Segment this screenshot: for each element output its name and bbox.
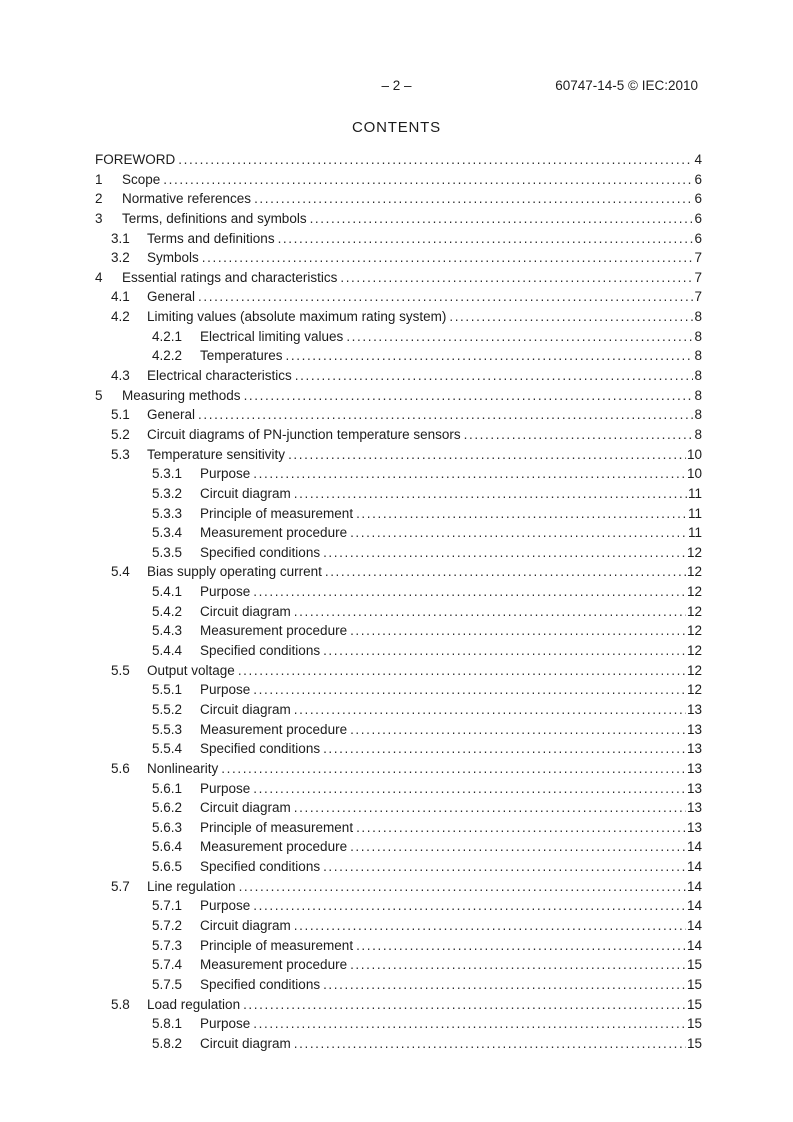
- toc-entry-title: Essential ratings and characteristics: [122, 269, 338, 285]
- dot-leader: [254, 191, 693, 206]
- dot-leader: [294, 1036, 686, 1051]
- toc-row: [95, 584, 702, 604]
- toc-entry-number: 5.5.3: [152, 721, 183, 737]
- toc-entry-page: 10: [686, 466, 702, 482]
- dot-leader: [253, 781, 686, 796]
- toc-entry-page: 8: [694, 387, 702, 403]
- toc-row: [95, 231, 702, 251]
- toc-entry-page: 7: [694, 250, 702, 266]
- toc-entry-title: Measurement procedure: [200, 957, 348, 973]
- toc-entry-number: 5.7: [111, 878, 130, 894]
- toc-row: [95, 957, 702, 977]
- toc-entry-page: 8: [694, 368, 702, 384]
- toc-entry-title: Measuring methods: [122, 387, 241, 403]
- toc-entry-number: 1: [95, 171, 103, 187]
- dot-leader: [356, 820, 686, 835]
- toc-entry-number: 4.3: [111, 368, 130, 384]
- dot-leader: [310, 211, 694, 226]
- toc-row: [95, 309, 702, 329]
- toc-entry-number: 4.1: [111, 289, 130, 305]
- dot-leader: [340, 270, 693, 285]
- toc-entry-number: 5.6.4: [152, 839, 183, 855]
- toc-entry-title: Measurement procedure: [200, 525, 348, 541]
- toc-row: [95, 781, 702, 801]
- toc-entry-number: 5.7.2: [152, 917, 183, 933]
- toc-entry-page: 13: [686, 800, 702, 816]
- toc-row: [95, 525, 702, 545]
- toc-entry-title: Temperature sensitivity: [147, 446, 286, 462]
- table-of-contents: [95, 152, 702, 1055]
- toc-entry-title: Nonlinearity: [147, 760, 219, 776]
- dot-leader: [323, 643, 686, 658]
- toc-entry-page: 12: [686, 603, 702, 619]
- toc-row: [95, 682, 702, 702]
- toc-row: [95, 172, 702, 192]
- toc-entry-number: 2: [95, 191, 103, 207]
- toc-row: [95, 270, 702, 290]
- dot-leader: [253, 584, 686, 599]
- dot-leader: [464, 427, 694, 442]
- toc-row: [95, 741, 702, 761]
- toc-row: [95, 918, 702, 938]
- toc-entry-number: 5.4.2: [152, 603, 183, 619]
- toc-entry-number: 5.4.4: [152, 643, 183, 659]
- toc-row: [95, 427, 702, 447]
- dot-leader: [356, 938, 686, 953]
- toc-entry-title: Circuit diagram: [200, 485, 291, 501]
- toc-row: [95, 506, 702, 526]
- toc-entry-number: 5.6.5: [152, 859, 183, 875]
- dot-leader: [253, 1016, 686, 1031]
- toc-entry-title: Circuit diagram: [200, 603, 291, 619]
- toc-entry-number: 4.2: [111, 309, 130, 325]
- toc-row: [95, 839, 702, 859]
- dot-leader: [323, 545, 686, 560]
- toc-entry-title: Specified conditions: [200, 643, 321, 659]
- toc-entry-number: 5.4.3: [152, 623, 183, 639]
- toc-entry-title: Scope: [122, 171, 161, 187]
- page-header: [0, 78, 793, 96]
- toc-row: [95, 407, 702, 427]
- toc-entry-page: 13: [686, 760, 702, 776]
- toc-row: [95, 820, 702, 840]
- toc-entry-page: 14: [686, 917, 702, 933]
- toc-row: [95, 997, 702, 1017]
- toc-row: [95, 211, 702, 231]
- toc-entry-number: 5.8: [111, 996, 130, 1012]
- toc-entry-page: 15: [686, 976, 702, 992]
- toc-row: [95, 1016, 702, 1036]
- toc-entry-number: 5.8.1: [152, 1016, 183, 1032]
- toc-entry-page: 7: [694, 269, 702, 285]
- toc-row: [95, 348, 702, 368]
- toc-entry-page: 15: [686, 1035, 702, 1051]
- toc-entry-title: Specified conditions: [200, 976, 321, 992]
- toc-row: [95, 643, 702, 663]
- dot-leader: [350, 722, 686, 737]
- toc-row: [95, 289, 702, 309]
- dot-leader: [286, 348, 694, 363]
- dot-leader: [294, 800, 686, 815]
- toc-entry-page: 6: [694, 230, 702, 246]
- toc-entry-number: 5.2: [111, 426, 130, 442]
- toc-row: [95, 388, 702, 408]
- toc-entry-page: 12: [686, 564, 702, 580]
- toc-entry-number: 5.3.1: [152, 466, 183, 482]
- toc-row: [95, 191, 702, 211]
- dot-leader: [253, 682, 686, 697]
- dot-leader: [350, 839, 686, 854]
- toc-row: [95, 545, 702, 565]
- toc-entry-number: 5.3: [111, 446, 130, 462]
- toc-entry-title: Terms and definitions: [147, 230, 275, 246]
- toc-entry-title: Measurement procedure: [200, 623, 348, 639]
- toc-entry-page: 4: [694, 152, 702, 167]
- document-reference: 60747-14-5 © IEC:2010: [555, 78, 698, 93]
- toc-entry-number: 4.2.2: [152, 348, 183, 364]
- toc-entry-number: 3.1: [111, 230, 130, 246]
- toc-entry-page: 15: [686, 957, 702, 973]
- dot-leader: [356, 506, 687, 521]
- toc-row: [95, 879, 702, 899]
- toc-entry-title: Circuit diagrams of PN-junction temperature sensors: [147, 426, 461, 442]
- dot-leader: [323, 977, 686, 992]
- toc-row: [95, 702, 702, 722]
- toc-entry-title: Circuit diagram: [200, 800, 291, 816]
- toc-row: [95, 447, 702, 467]
- toc-entry-title: Principle of measurement: [200, 505, 354, 521]
- dot-leader: [244, 388, 694, 403]
- toc-entry-number: 5.5: [111, 662, 130, 678]
- toc-row: [95, 800, 702, 820]
- toc-entry-page: 13: [686, 741, 702, 757]
- toc-entry-page: 6: [694, 171, 702, 187]
- toc-entry-number: 5.7.1: [152, 898, 183, 914]
- dot-leader: [323, 859, 686, 874]
- toc-entry-page: 15: [686, 996, 702, 1012]
- toc-entry-number: 5.7.3: [152, 937, 183, 953]
- dot-leader: [198, 407, 693, 422]
- toc-entry-title: Circuit diagram: [200, 701, 291, 717]
- toc-entry-page: 8: [694, 426, 702, 442]
- toc-entry-number: 5.3.3: [152, 505, 183, 521]
- toc-entry-page: 13: [686, 701, 702, 717]
- toc-row: [95, 722, 702, 742]
- toc-entry-title: Circuit diagram: [200, 1035, 291, 1051]
- toc-entry-number: 5.5.2: [152, 701, 183, 717]
- toc-row: [95, 250, 702, 270]
- toc-row: [95, 761, 702, 781]
- toc-row: [95, 466, 702, 486]
- toc-entry-title: Specified conditions: [200, 859, 321, 875]
- toc-row: [95, 152, 702, 172]
- toc-entry-title: FOREWORD: [95, 152, 176, 167]
- toc-entry-title: Specified conditions: [200, 741, 321, 757]
- toc-entry-title: Specified conditions: [200, 544, 321, 560]
- toc-entry-title: Normative references: [122, 191, 252, 207]
- toc-entry-page: 12: [686, 662, 702, 678]
- toc-entry-title: Symbols: [147, 250, 199, 266]
- toc-entry-page: 6: [694, 191, 702, 207]
- dot-leader: [350, 623, 686, 638]
- toc-entry-number: 5.5.4: [152, 741, 183, 757]
- dot-leader: [295, 368, 694, 383]
- dot-leader: [238, 663, 686, 678]
- toc-row: [95, 329, 702, 349]
- toc-entry-page: 8: [694, 309, 702, 325]
- toc-entry-number: 5: [95, 387, 103, 403]
- dot-leader: [323, 741, 686, 756]
- toc-entry-page: 12: [686, 584, 702, 600]
- toc-entry-title: Load regulation: [147, 996, 241, 1012]
- toc-entry-page: 8: [694, 328, 702, 344]
- dot-leader: [350, 957, 686, 972]
- toc-entry-page: 7: [694, 289, 702, 305]
- toc-entry-page: 12: [686, 544, 702, 560]
- toc-entry-page: 11: [687, 525, 702, 541]
- toc-entry-title: Purpose: [200, 584, 251, 600]
- dot-leader: [239, 879, 686, 894]
- toc-entry-page: 11: [687, 485, 702, 501]
- dot-leader: [288, 447, 686, 462]
- toc-entry-page: 14: [686, 937, 702, 953]
- dot-leader: [449, 309, 693, 324]
- toc-entry-title: Purpose: [200, 780, 251, 796]
- toc-row: [95, 859, 702, 879]
- toc-entry-page: 14: [686, 859, 702, 875]
- dot-leader: [253, 466, 686, 481]
- toc-row: [95, 368, 702, 388]
- toc-entry-page: 13: [686, 721, 702, 737]
- toc-entry-page: 10: [686, 446, 702, 462]
- dot-leader: [346, 329, 693, 344]
- toc-row: [95, 486, 702, 506]
- toc-entry-number: 5.7.4: [152, 957, 183, 973]
- toc-entry-page: 13: [686, 819, 702, 835]
- toc-entry-page: 12: [686, 623, 702, 639]
- toc-entry-number: 4: [95, 269, 103, 285]
- toc-entry-page: 12: [686, 682, 702, 698]
- dot-leader: [294, 604, 686, 619]
- toc-entry-number: 5.4.1: [152, 584, 183, 600]
- dot-leader: [253, 898, 686, 913]
- toc-entry-number: 5.3.2: [152, 485, 183, 501]
- toc-entry-number: 5.8.2: [152, 1035, 183, 1051]
- toc-entry-number: 5.6.1: [152, 780, 183, 796]
- toc-entry-title: Terms, definitions and symbols: [122, 210, 307, 226]
- toc-entry-number: 5.3.5: [152, 544, 183, 560]
- toc-row: [95, 898, 702, 918]
- toc-entry-page: 12: [686, 643, 702, 659]
- toc-entry-number: 5.3.4: [152, 525, 183, 541]
- toc-row: [95, 938, 702, 958]
- toc-row: [95, 604, 702, 624]
- contents-title: CONTENTS: [352, 119, 441, 136]
- dot-leader: [325, 564, 686, 579]
- dot-leader: [294, 702, 686, 717]
- toc-entry-title: General: [147, 407, 196, 423]
- toc-entry-title: Purpose: [200, 466, 251, 482]
- toc-entry-number: 5.6: [111, 760, 130, 776]
- toc-entry-title: Circuit diagram: [200, 917, 291, 933]
- toc-entry-number: 5.6.3: [152, 819, 183, 835]
- toc-entry-page: 15: [686, 1016, 702, 1032]
- dot-leader: [350, 525, 687, 540]
- toc-entry-page: 14: [686, 898, 702, 914]
- toc-entry-number: 3.2: [111, 250, 130, 266]
- toc-entry-number: 5.4: [111, 564, 130, 580]
- toc-row: [95, 663, 702, 683]
- toc-entry-number: 5.7.5: [152, 976, 183, 992]
- toc-entry-page: 11: [687, 505, 702, 521]
- toc-row: [95, 564, 702, 584]
- toc-entry-page: 14: [686, 878, 702, 894]
- dot-leader: [178, 152, 693, 167]
- toc-row: [95, 1036, 702, 1056]
- dot-leader: [202, 250, 694, 265]
- toc-entry-title: Limiting values (absolute maximum rating system): [147, 309, 447, 325]
- toc-row: [95, 977, 702, 997]
- toc-entry-title: Measurement procedure: [200, 839, 348, 855]
- toc-entry-title: Purpose: [200, 1016, 251, 1032]
- toc-entry-title: Purpose: [200, 898, 251, 914]
- toc-entry-title: Output voltage: [147, 662, 235, 678]
- toc-entry-number: 4.2.1: [152, 328, 183, 344]
- toc-entry-title: Electrical characteristics: [147, 368, 292, 384]
- page-number-marker: – 2 –: [381, 78, 412, 93]
- dot-leader: [163, 172, 693, 187]
- toc-entry-title: Temperatures: [200, 348, 283, 364]
- toc-entry-title: Measurement procedure: [200, 721, 348, 737]
- toc-entry-title: Purpose: [200, 682, 251, 698]
- toc-entry-page: 13: [686, 780, 702, 796]
- dot-leader: [198, 289, 693, 304]
- toc-entry-page: 8: [694, 348, 702, 364]
- toc-entry-title: General: [147, 289, 196, 305]
- toc-entry-title: Electrical limiting values: [200, 328, 344, 344]
- toc-row: [95, 623, 702, 643]
- toc-entry-number: 5.5.1: [152, 682, 183, 698]
- toc-entry-number: 3: [95, 210, 103, 226]
- toc-entry-title: Principle of measurement: [200, 819, 354, 835]
- dot-leader: [278, 231, 694, 246]
- toc-entry-title: Line regulation: [147, 878, 236, 894]
- toc-entry-title: Bias supply operating current: [147, 564, 322, 580]
- dot-leader: [221, 761, 686, 776]
- toc-entry-title: Principle of measurement: [200, 937, 354, 953]
- toc-entry-number: 5.6.2: [152, 800, 183, 816]
- dot-leader: [243, 997, 686, 1012]
- toc-entry-page: 8: [694, 407, 702, 423]
- toc-entry-page: 14: [686, 839, 702, 855]
- dot-leader: [294, 486, 687, 501]
- dot-leader: [294, 918, 686, 933]
- toc-entry-number: 5.1: [111, 407, 130, 423]
- toc-entry-page: 6: [694, 210, 702, 226]
